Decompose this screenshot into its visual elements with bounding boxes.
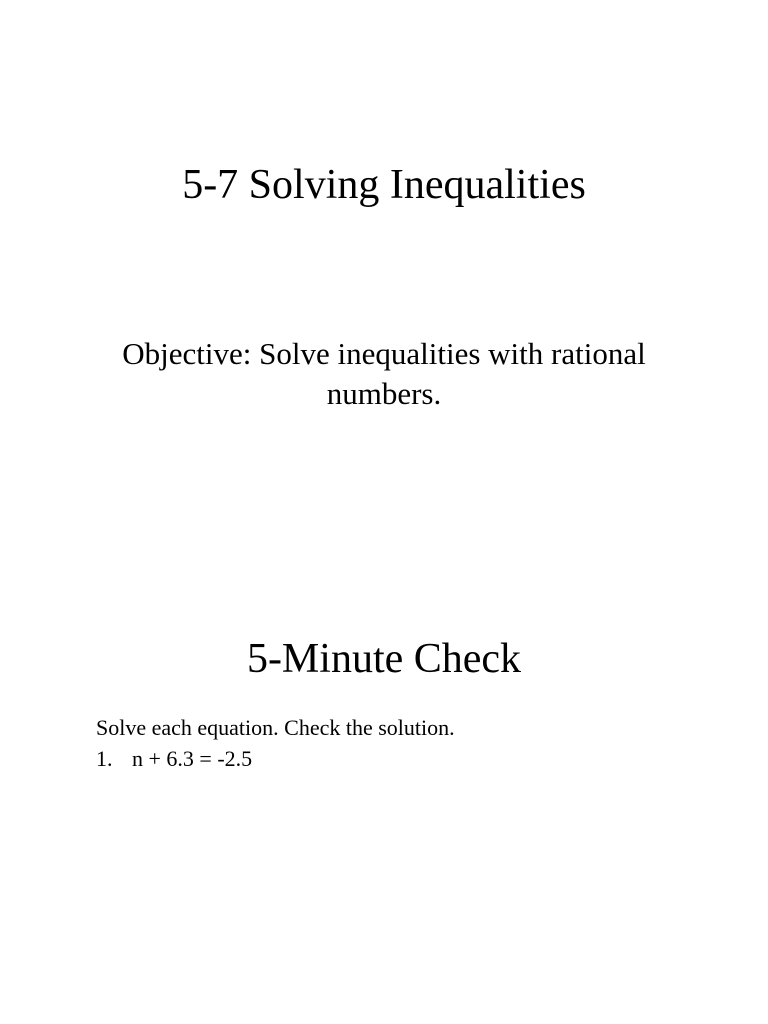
problem-number: 1. — [96, 746, 113, 771]
five-minute-check-title: 5-Minute Check — [246, 636, 522, 682]
slide-title: 5-7 Solving Inequalities — [182, 162, 586, 208]
problem-item — [96, 744, 252, 774]
problem-equation: n + 6.3 = -2.5 — [132, 746, 253, 771]
check-instructions: Solve each equation. Check the solution. — [96, 715, 455, 740]
objective-text: Objective: Solve inequalities with rational numbers. — [122, 336, 646, 411]
